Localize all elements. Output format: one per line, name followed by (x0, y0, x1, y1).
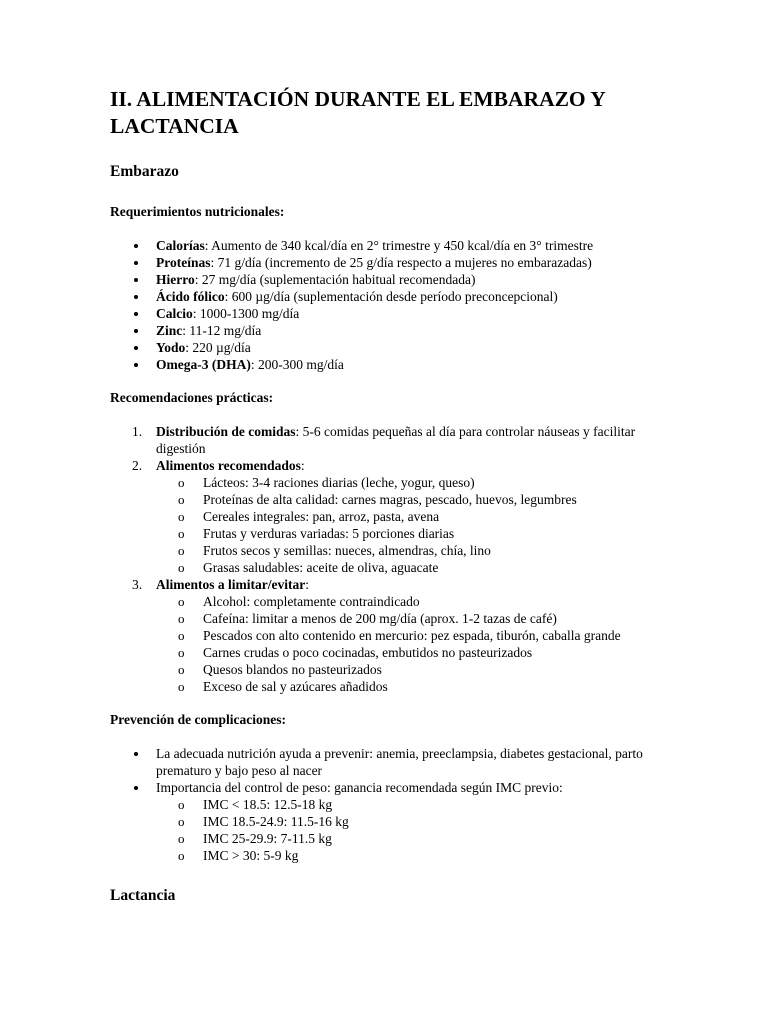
list-item: 3. Alimentos a limitar/evitar: o Alcohol: completamente contraindicado o Cafeína: limitar a menos de 200 mg/día (aprox. 1-2 tazas de café) o Pescados con alto contenido en mercurio: pez espada, tiburón, caballa grande o Carnes crudas o poco cocinadas, embutidos no pasteurizados o Quesos blandos no pasteurizados o Exceso de sal y azúcares añadidos (110, 576, 678, 695)
sublist-alimentos-limitar (156, 593, 678, 695)
list-item: 2. Alimentos recomendados: o Lácteos: 3-4 raciones diarias (leche, yogur, queso) o Proteínas de alta calidad: carnes magras, pescado, huevos, legumbres o Cereales integrales: pan, arroz, pasta, avena o Frutas y verduras variadas: 5 porciones diarias o Frutos secos y semillas: nueces, almendras, chía, lino o Grasas saludables: aceite de oliva, aguacate (110, 457, 678, 576)
subheading-requerimientos: Requerimientos nutricionales: (110, 204, 285, 219)
sublist-item: o Exceso de sal y azúcares añadidos (110, 678, 678, 695)
subheading-recomendaciones: Recomendaciones prácticas: (110, 390, 274, 405)
sublist-imc (156, 796, 678, 864)
section-heading-lactancia: Lactancia (110, 887, 176, 904)
list-item: Importancia del control de peso: ganancia recomendada según IMC previo: o IMC < 18.5: 12.5-18 kg o IMC 18.5-24.9: 11.5-16 kg o IMC 25-29.9: 7-11.5 kg o IMC > 30: 5-9 kg (110, 779, 678, 864)
sublist-item: o IMC 18.5-24.9: 11.5-16 kg (110, 813, 678, 830)
list-item: Hierro: 27 mg/día (suplementación habitual recomendada) (110, 271, 678, 288)
requerimientos-list (110, 237, 678, 373)
list-item: Calorías: Aumento de 340 kcal/día en 2° trimestre y 450 kcal/día en 3° trimestre (110, 237, 678, 254)
sublist-item: o Quesos blandos no pasteurizados (110, 661, 678, 678)
sublist-item: o Cereales integrales: pan, arroz, pasta, avena (110, 508, 678, 525)
sublist-item: o IMC > 30: 5-9 kg (110, 847, 678, 864)
sublist-item: o Pescados con alto contenido en mercurio: pez espada, tiburón, caballa grande (110, 627, 678, 644)
sublist-item: o IMC < 18.5: 12.5-18 kg (110, 796, 678, 813)
sublist-item: o IMC 25-29.9: 7-11.5 kg (110, 830, 678, 847)
list-item: Zinc: 11-12 mg/día (110, 322, 678, 339)
sublist-item: o Carnes crudas o poco cocinadas, embutidos no pasteurizados (110, 644, 678, 661)
recomendaciones-list (110, 423, 678, 695)
list-item: Calcio: 1000-1300 mg/día (110, 305, 678, 322)
list-item: La adecuada nutrición ayuda a prevenir: anemia, preeclampsia, diabetes gestacional, parto prematuro y bajo peso al nacer (110, 745, 678, 779)
list-item: 1. Distribución de comidas: 5-6 comidas pequeñas al día para controlar náuseas y facilitar digestión (132, 424, 636, 456)
list-item: Proteínas: 71 g/día (incremento de 25 g/día respecto a mujeres no embarazadas) (110, 254, 678, 271)
list-item: Yodo: 220 µg/día (110, 339, 678, 356)
sublist-alimentos-recomendados (156, 474, 678, 576)
sublist-item: o Alcohol: completamente contraindicado (110, 593, 678, 610)
sublist-item: o Lácteos: 3-4 raciones diarias (leche, yogur, queso) (110, 474, 678, 491)
section-heading-embarazo: Embarazo (110, 163, 179, 180)
page-title: II. ALIMENTACIÓN DURANTE EL EMBARAZO Y LACTANCIA (110, 87, 605, 138)
sublist-item: o Frutos secos y semillas: nueces, almendras, chía, lino (110, 542, 678, 559)
list-item: Ácido fólico: 600 µg/día (suplementación desde período preconcepcional) (110, 288, 678, 305)
sublist-item: o Cafeína: limitar a menos de 200 mg/día (aprox. 1-2 tazas de café) (110, 610, 678, 627)
sublist-item: o Proteínas de alta calidad: carnes magras, pescado, huevos, legumbres (110, 491, 678, 508)
prevencion-list (110, 745, 678, 864)
subheading-prevencion: Prevención de complicaciones: (110, 712, 286, 727)
sublist-item: o Grasas saludables: aceite de oliva, aguacate (110, 559, 678, 576)
sublist-item: o Frutas y verduras variadas: 5 porciones diarias (110, 525, 678, 542)
list-item: Omega-3 (DHA): 200-300 mg/día (110, 356, 678, 373)
